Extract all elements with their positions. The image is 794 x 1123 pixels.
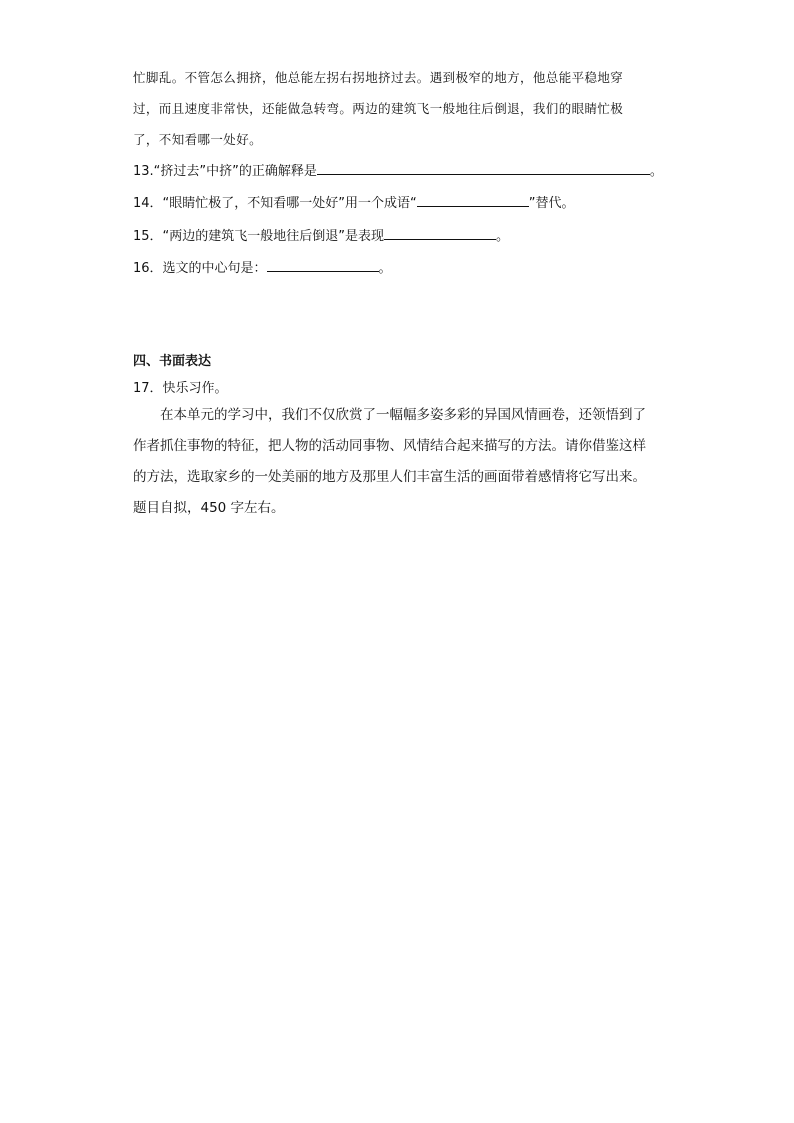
essay-prompt [133, 400, 673, 524]
section-title: 四、书面表达 [133, 354, 212, 369]
answer-blank-13[interactable] [317, 160, 650, 175]
reading-passage [133, 62, 673, 155]
question-15-text: 15．“两边的建筑飞一般地往后倒退”是表现 [133, 229, 385, 244]
question-13-suffix: 。 [649, 164, 663, 179]
essay-line-1: 在本单元的学习中，我们不仅欣赏了一幅幅多姿多彩的异国风情画卷，还领悟到了 [160, 407, 646, 423]
question-15-suffix: 。 [496, 229, 510, 244]
question-14-suffix: ”替代。 [528, 196, 575, 211]
question-16-text: 16．选文的中心句是： [133, 261, 267, 276]
essay-line-4: 题目自拟，450 字左右。 [133, 500, 285, 516]
question-14-text: 14．“眼睛忙极了，不知看哪一处好”用一个成语“ [133, 196, 417, 211]
question-15 [133, 225, 509, 247]
answer-blank-14[interactable] [417, 192, 529, 207]
question-13 [133, 160, 663, 182]
essay-line-2: 作者抓住事物的特征，把人物的活动同事物、风情结合起来描写的方法。请你借鉴这样 [133, 438, 646, 454]
question-13-text: 13.“挤过去”中挤”的正确解释是 [133, 164, 317, 179]
passage-line-3: 了，不知看哪一处好。 [133, 132, 263, 147]
question-16-suffix: 。 [378, 261, 392, 276]
answer-blank-15[interactable] [384, 225, 496, 240]
question-17-label: 17．快乐习作。 [133, 381, 228, 396]
passage-line-1: 忙脚乱。不管怎么拥挤，他总能左拐右拐地挤过去。遇到极窄的地方，他总能平稳地穿 [133, 70, 624, 85]
question-14 [133, 192, 575, 214]
answer-blank-16[interactable] [267, 257, 379, 272]
passage-line-2: 过，而且速度非常快，还能做急转弯。两边的建筑飞一般地往后倒退，我们的眼睛忙极 [133, 101, 624, 116]
essay-line-3: 的方法，选取家乡的一处美丽的地方及那里人们丰富生活的画面带着感情将它写出来。 [133, 469, 646, 485]
question-16 [133, 257, 392, 279]
